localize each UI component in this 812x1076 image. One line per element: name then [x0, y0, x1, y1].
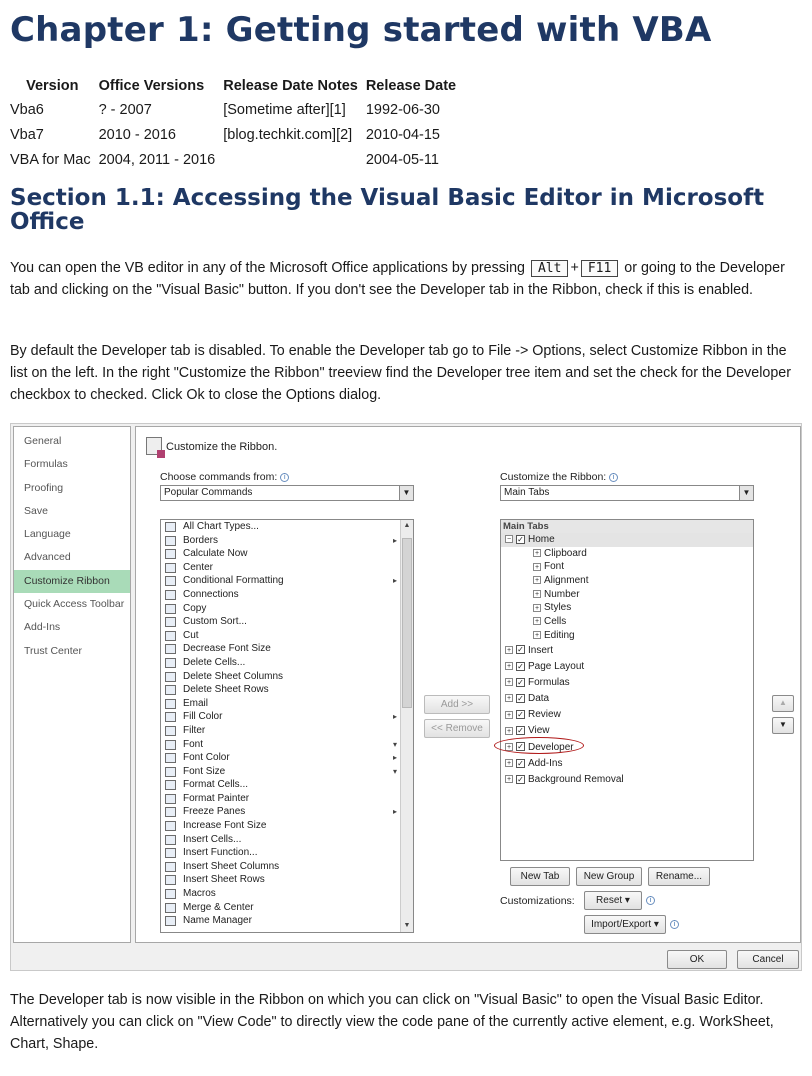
choose-commands-dropdown[interactable]: [160, 485, 414, 501]
tree-tab-item[interactable]: [501, 643, 753, 659]
command-item[interactable]: [161, 642, 413, 656]
command-icon: [165, 767, 176, 777]
command-label: Center: [183, 561, 214, 573]
command-item[interactable]: [161, 615, 413, 629]
command-item[interactable]: [161, 792, 413, 806]
command-item[interactable]: [161, 873, 413, 887]
command-icon: [165, 794, 176, 804]
submenu-arrow-icon: ▸: [392, 576, 397, 586]
command-item[interactable]: [161, 860, 413, 874]
move-up-button[interactable]: [772, 695, 794, 712]
tree-group-label: Cells: [544, 616, 567, 628]
expand-icon[interactable]: +: [506, 776, 512, 784]
nav-item-language[interactable]: Language: [24, 528, 71, 541]
nav-item-formulas[interactable]: Formulas: [24, 458, 68, 471]
command-item[interactable]: [161, 738, 413, 752]
command-item[interactable]: [161, 574, 413, 588]
header-version: Version: [26, 77, 79, 94]
header-release-date-notes: Release Date Notes: [223, 77, 358, 94]
customize-ribbon-value: Main Tabs: [504, 487, 550, 498]
table-row: [10, 122, 460, 147]
command-item[interactable]: [161, 602, 413, 616]
tree-group-label: Styles: [544, 602, 572, 614]
submenu-arrow-icon: ▸: [392, 753, 397, 763]
command-item[interactable]: [161, 683, 413, 697]
checkbox-checked-icon[interactable]: ✓: [517, 534, 524, 544]
customizations-label: Customizations:: [500, 895, 575, 907]
command-label: Connections: [183, 588, 239, 600]
table-header-row: [10, 76, 460, 97]
command-icon: [165, 563, 176, 573]
table-cell: Vba6: [10, 101, 44, 118]
checkbox-checked-icon[interactable]: ✓: [517, 693, 524, 703]
command-item[interactable]: [161, 697, 413, 711]
tree-tab-item[interactable]: [501, 707, 753, 723]
tree-tab-item[interactable]: [501, 756, 753, 772]
tree-header: Main Tabs: [501, 520, 753, 533]
expand-icon[interactable]: +: [506, 646, 512, 654]
choose-commands-value: Popular Commands: [164, 487, 253, 498]
command-icon: [165, 549, 176, 559]
versions-table: [10, 76, 460, 172]
submenu-arrow-icon: ▸: [392, 535, 397, 545]
table-cell: 2010-04-15: [365, 126, 440, 143]
command-label: Name Manager: [183, 915, 252, 927]
expand-icon[interactable]: +: [506, 711, 512, 719]
paragraph-enable-developer: By default the Developer tab is disabled. To enable the Developer tab go to File -> Options, select Customize Ribbon in the list on the left. In the right "Customize the Ribbon" treeview find the Developer tree item and set the check for the Developer checkbox to checked. Click Ok to close the Options dialog.: [10, 343, 792, 403]
nav-item-general[interactable]: General: [24, 435, 62, 447]
command-icon: [165, 631, 176, 641]
command-item[interactable]: [161, 751, 413, 765]
commands-items: [161, 520, 413, 928]
checkbox-checked-icon[interactable]: ✓: [517, 661, 524, 671]
command-label: Font Size: [183, 765, 226, 777]
command-label: Cut: [183, 629, 199, 641]
command-item[interactable]: [161, 914, 413, 928]
command-label: Insert Function...: [183, 847, 258, 859]
table-cell: VBA for Mac: [10, 151, 91, 168]
ribbon-tabs: [501, 643, 753, 789]
chevron-down-icon: ▼: [399, 486, 413, 500]
nav-item-advanced[interactable]: Advanced: [24, 551, 71, 564]
command-label: Delete Cells...: [183, 656, 246, 668]
command-item[interactable]: [161, 833, 413, 847]
command-icon: [165, 644, 176, 654]
expand-icon[interactable]: +: [534, 618, 540, 626]
expand-icon[interactable]: +: [534, 632, 540, 640]
command-icon: [165, 522, 176, 532]
paragraph-text: You can open the VB editor in any of the Microsoft Office applications by pressing: [10, 260, 525, 276]
nav-item-quick-access-toolbar[interactable]: Quick Access Toolbar: [24, 598, 125, 611]
nav-item-add-ins[interactable]: Add-Ins: [24, 621, 61, 634]
command-label: Custom Sort...: [183, 616, 247, 628]
command-label: Insert Cells...: [183, 833, 242, 845]
table-cell: ? - 2007: [98, 101, 152, 118]
nav-item-save[interactable]: Save: [24, 504, 48, 517]
paragraph-developer-visible: The Developer tab is now visible in the Ribbon on which you can click on "Visual Basic" to open the Visual Basic Editor. Alternatively you can click on "View Code" to directly view the code pane of the currently active element, e.g. WorkSheet, Chart, Shape.: [10, 992, 774, 1052]
command-icon: [165, 590, 176, 600]
command-icon: [165, 753, 176, 763]
submenu-arrow-icon: ▸: [392, 712, 397, 722]
chevron-down-icon: ▼: [739, 486, 753, 500]
command-label: Format Painter: [183, 792, 250, 804]
command-label: Merge & Center: [183, 901, 254, 913]
tree-group-item[interactable]: [501, 629, 753, 643]
command-icon: [165, 604, 176, 614]
command-icon: [165, 658, 176, 668]
expand-icon[interactable]: +: [506, 743, 512, 751]
command-label: Font: [183, 738, 204, 750]
options-dialog-screenshot: [10, 423, 802, 971]
command-label: Font Color: [183, 752, 230, 764]
f11-key: F11: [581, 260, 618, 277]
dropdown-icon: ▾: [392, 739, 397, 749]
tree-tab-label: Data: [528, 693, 550, 705]
command-item[interactable]: [161, 778, 413, 792]
command-icon: [165, 903, 176, 913]
import-export-button[interactable]: Import/Export ▾: [584, 915, 666, 934]
tree-group-item[interactable]: [501, 615, 753, 629]
tree-tab-item[interactable]: [501, 772, 753, 788]
nav-item-customize-ribbon[interactable]: Customize Ribbon: [14, 570, 130, 593]
expand-icon[interactable]: +: [534, 577, 540, 585]
arrow-down-icon: ▼: [779, 720, 787, 729]
command-label: Conditional Formatting: [183, 575, 284, 587]
chapter-title: Chapter 1: Getting started with VBA: [10, 10, 712, 50]
command-label: Insert Sheet Rows: [183, 874, 265, 886]
paragraph-text: or going to the Developer tab and clicking on the "Visual Basic" button. If you don't see the Developer tab in the Ribbon, check if this is enabled.: [10, 260, 785, 298]
tree-tab-label: Developer: [528, 741, 574, 753]
scroll-down-icon[interactable]: ▼: [403, 922, 411, 929]
command-icon: [165, 835, 176, 845]
tree-tab-label: Page Layout: [528, 660, 585, 672]
section-title: Section 1.1: Accessing the Visual Basic Editor in Microsoft Office: [10, 185, 765, 235]
command-item[interactable]: [161, 724, 413, 738]
tree-group-item[interactable]: [501, 547, 753, 561]
command-icon: [165, 536, 176, 546]
command-item[interactable]: [161, 547, 413, 561]
command-item[interactable]: [161, 561, 413, 575]
customize-ribbon-dropdown[interactable]: [500, 485, 754, 501]
command-item[interactable]: [161, 887, 413, 901]
header-release-date: Release Date: [365, 77, 457, 94]
header-office-versions: Office Versions: [98, 77, 205, 94]
move-down-button[interactable]: [772, 717, 794, 734]
command-icon: [165, 780, 176, 790]
customize-ribbon-label: Customize the Ribbon: i: [500, 471, 618, 483]
tree-group-label: Editing: [544, 629, 575, 641]
tree-group-label: Number: [544, 588, 580, 600]
plus-sign: +: [570, 260, 579, 276]
command-icon: [165, 889, 176, 899]
tree-group-item[interactable]: [501, 588, 753, 602]
tree-item-home[interactable]: − ✓ Home: [501, 533, 753, 547]
command-icon: [165, 821, 176, 831]
command-item[interactable]: [161, 710, 413, 724]
table-cell: 1992-06-30: [365, 101, 440, 118]
command-icon: [165, 672, 176, 682]
command-label: Filter: [183, 724, 206, 736]
command-icon: [165, 875, 176, 885]
tree-group-label: Alignment: [544, 575, 589, 587]
scroll-up-icon[interactable]: ▲: [403, 522, 411, 529]
command-label: Increase Font Size: [183, 820, 267, 832]
expand-icon[interactable]: +: [506, 760, 512, 768]
remove-button[interactable]: << Remove: [424, 719, 490, 738]
tree-tab-label: Formulas: [528, 676, 570, 688]
command-item[interactable]: [161, 520, 413, 534]
info-icon: i: [280, 473, 289, 482]
tree-tab-item[interactable]: [501, 659, 753, 675]
expand-icon[interactable]: +: [534, 563, 540, 571]
ok-button[interactable]: OK: [667, 950, 727, 969]
tree-tab-label: View: [528, 725, 550, 737]
command-item[interactable]: [161, 588, 413, 602]
tree-group-item[interactable]: [501, 574, 753, 588]
home-groups: [501, 547, 753, 643]
checkbox-checked-icon[interactable]: ✓: [517, 726, 524, 736]
command-icon: [165, 848, 176, 858]
tree-group-item[interactable]: [501, 601, 753, 615]
command-icon: [165, 807, 176, 817]
table-cell: [219, 147, 362, 172]
tree-group-label: Font: [544, 561, 565, 573]
command-label: Insert Sheet Columns: [183, 860, 280, 872]
command-label: Macros: [183, 888, 216, 900]
expand-icon[interactable]: +: [534, 591, 540, 599]
nav-item-trust-center[interactable]: Trust Center: [24, 644, 82, 657]
add-button[interactable]: Add >>: [424, 695, 490, 714]
command-label: Calculate Now: [183, 548, 248, 560]
command-icon: [165, 740, 176, 750]
choose-commands-label: Choose commands from: i: [160, 471, 289, 483]
command-item[interactable]: [161, 629, 413, 643]
rename-button[interactable]: Rename...: [648, 867, 710, 886]
command-item[interactable]: [161, 534, 413, 548]
command-item[interactable]: [161, 819, 413, 833]
command-icon: [165, 576, 176, 586]
command-item[interactable]: [161, 901, 413, 915]
command-label: Email: [183, 697, 209, 709]
tree-group-item[interactable]: [501, 560, 753, 574]
command-item[interactable]: [161, 846, 413, 860]
reset-button[interactable]: Reset ▾: [584, 891, 642, 910]
tree-tab-item[interactable]: [501, 691, 753, 707]
command-label: Format Cells...: [183, 779, 249, 791]
command-item[interactable]: [161, 805, 413, 819]
arrow-up-icon: ▲: [779, 698, 787, 707]
cancel-button[interactable]: Cancel: [737, 950, 799, 969]
new-tab-button[interactable]: New Tab: [510, 867, 570, 886]
checkbox-checked-icon[interactable]: ✓: [517, 677, 524, 687]
panel-title: Customize the Ribbon.: [166, 441, 278, 453]
ribbon-tree[interactable]: [500, 519, 754, 861]
expand-icon[interactable]: +: [506, 663, 512, 671]
collapse-icon[interactable]: −: [506, 536, 512, 544]
command-icon: [165, 712, 176, 722]
table-cell: Vba7: [10, 126, 44, 143]
tree-tab-label: Review: [528, 709, 561, 721]
command-icon: [165, 617, 176, 627]
expand-icon[interactable]: +: [506, 727, 512, 735]
checkbox-checked-icon[interactable]: ✓: [517, 742, 524, 752]
command-icon: [165, 916, 176, 926]
customize-ribbon-panel: [135, 426, 801, 943]
dropdown-icon: ▾: [392, 766, 397, 776]
commands-scrollbar[interactable]: [400, 520, 413, 932]
command-icon: [165, 699, 176, 709]
command-icon: [165, 726, 176, 736]
tree-tab-label: Background Removal: [528, 774, 624, 785]
checkbox-checked-icon[interactable]: ✓: [517, 645, 524, 655]
new-group-button[interactable]: New Group: [576, 867, 642, 886]
expand-icon[interactable]: +: [506, 695, 512, 703]
command-item[interactable]: [161, 765, 413, 779]
checkbox-checked-icon[interactable]: ✓: [517, 710, 524, 720]
tree-tab-label: Insert: [528, 644, 554, 656]
command-label: Delete Sheet Columns: [183, 670, 284, 682]
table-cell: 2010 - 2016: [98, 126, 176, 143]
table-cell: 2004-05-11: [365, 151, 439, 168]
command-item[interactable]: [161, 670, 413, 684]
commands-list[interactable]: [160, 519, 414, 933]
alt-key: Alt: [531, 260, 568, 277]
checkbox-checked-icon[interactable]: ✓: [517, 758, 524, 768]
scroll-thumb[interactable]: [402, 538, 412, 708]
command-label: Copy: [183, 602, 207, 614]
command-icon: [165, 862, 176, 872]
info-icon: i: [646, 896, 655, 905]
customize-ribbon-icon: [146, 437, 162, 455]
table-cell: [blog.techkit.com][2]: [223, 126, 353, 143]
table-row: [10, 147, 460, 172]
tree-tab-label: Add-Ins: [528, 757, 563, 769]
info-icon: i: [670, 920, 679, 929]
command-label: Borders: [183, 534, 219, 546]
info-icon: i: [609, 473, 618, 482]
tree-tab-item[interactable]: [501, 675, 753, 691]
tree-group-label: Clipboard: [544, 547, 587, 559]
table-cell: 2004, 2011 - 2016: [98, 151, 216, 168]
submenu-arrow-icon: ▸: [392, 807, 397, 817]
expand-icon[interactable]: +: [506, 679, 512, 687]
paragraph-open-editor: [10, 257, 802, 301]
expand-icon[interactable]: +: [534, 604, 540, 612]
command-label: Freeze Panes: [183, 806, 246, 818]
expand-icon[interactable]: +: [534, 550, 540, 558]
command-item[interactable]: [161, 656, 413, 670]
developer-highlight-ellipse: [494, 737, 584, 754]
command-label: Fill Color: [183, 711, 223, 723]
command-label: Delete Sheet Rows: [183, 684, 269, 696]
command-icon: [165, 685, 176, 695]
options-nav: [13, 426, 131, 943]
command-label: Decrease Font Size: [183, 643, 271, 655]
table-row: [10, 97, 460, 122]
table-cell: [Sometime after][1]: [223, 101, 346, 118]
nav-item-proofing[interactable]: Proofing: [24, 481, 64, 494]
command-label: All Chart Types...: [183, 521, 259, 532]
checkbox-checked-icon[interactable]: ✓: [517, 774, 524, 784]
